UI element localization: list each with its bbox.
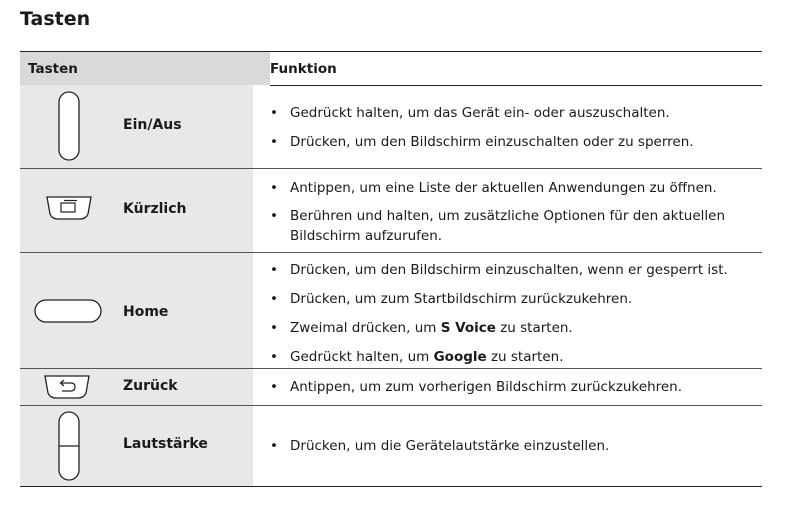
key-name-back: Zurück [123,378,178,394]
table-header [20,51,762,85]
key-name-power: Ein/Aus [123,117,182,133]
back-key-icon [44,375,90,399]
table-row-power: Ein/Aus • Gedrückt halten, um das Gerät ein- oder auszuschalten. • Drücken, um den Bildschirm einzuschalten oder zu sperren. [20,85,762,169]
header-keys: Tasten [28,61,78,77]
key-name-recent: Kürzlich [123,201,187,217]
google-label: Google [433,349,487,365]
header-function: Funktion [270,61,337,77]
volume-key-icon [58,411,80,481]
page-title: Tasten [20,8,91,30]
key-name-home: Home [123,304,169,320]
home-key-icon [34,299,102,323]
s-voice-label: S Voice [440,320,496,336]
keys-table [20,51,762,487]
table-row-home: Home • Drücken, um den Bildschirm einzuschalten, wenn er gesperrt ist. • Drücken, um zum Startbildschirm zurückzukehren. • Zweimal drücken, um S Voice zu starten. • Gedrückt halten, um Google zu starten. [20,253,762,369]
recent-apps-key-icon [46,196,92,220]
table-row-volume: Lautstärke • Drücken, um die Gerätelautstärke einzustellen. [20,406,762,487]
power-key-icon [58,91,80,161]
table-row-recent: Kürzlich • Antippen, um eine Liste der aktuellen Anwendungen zu öffnen. • Berühren und halten, um zusätzliche Optionen für den aktuellen Bildschirm aufzurufen. [20,169,762,253]
header-function-cell [270,52,762,86]
table-row-back: Zurück • Antippen, um zum vorherigen Bildschirm zurückzukehren. [20,369,762,406]
key-name-volume: Lautstärke [123,436,208,452]
